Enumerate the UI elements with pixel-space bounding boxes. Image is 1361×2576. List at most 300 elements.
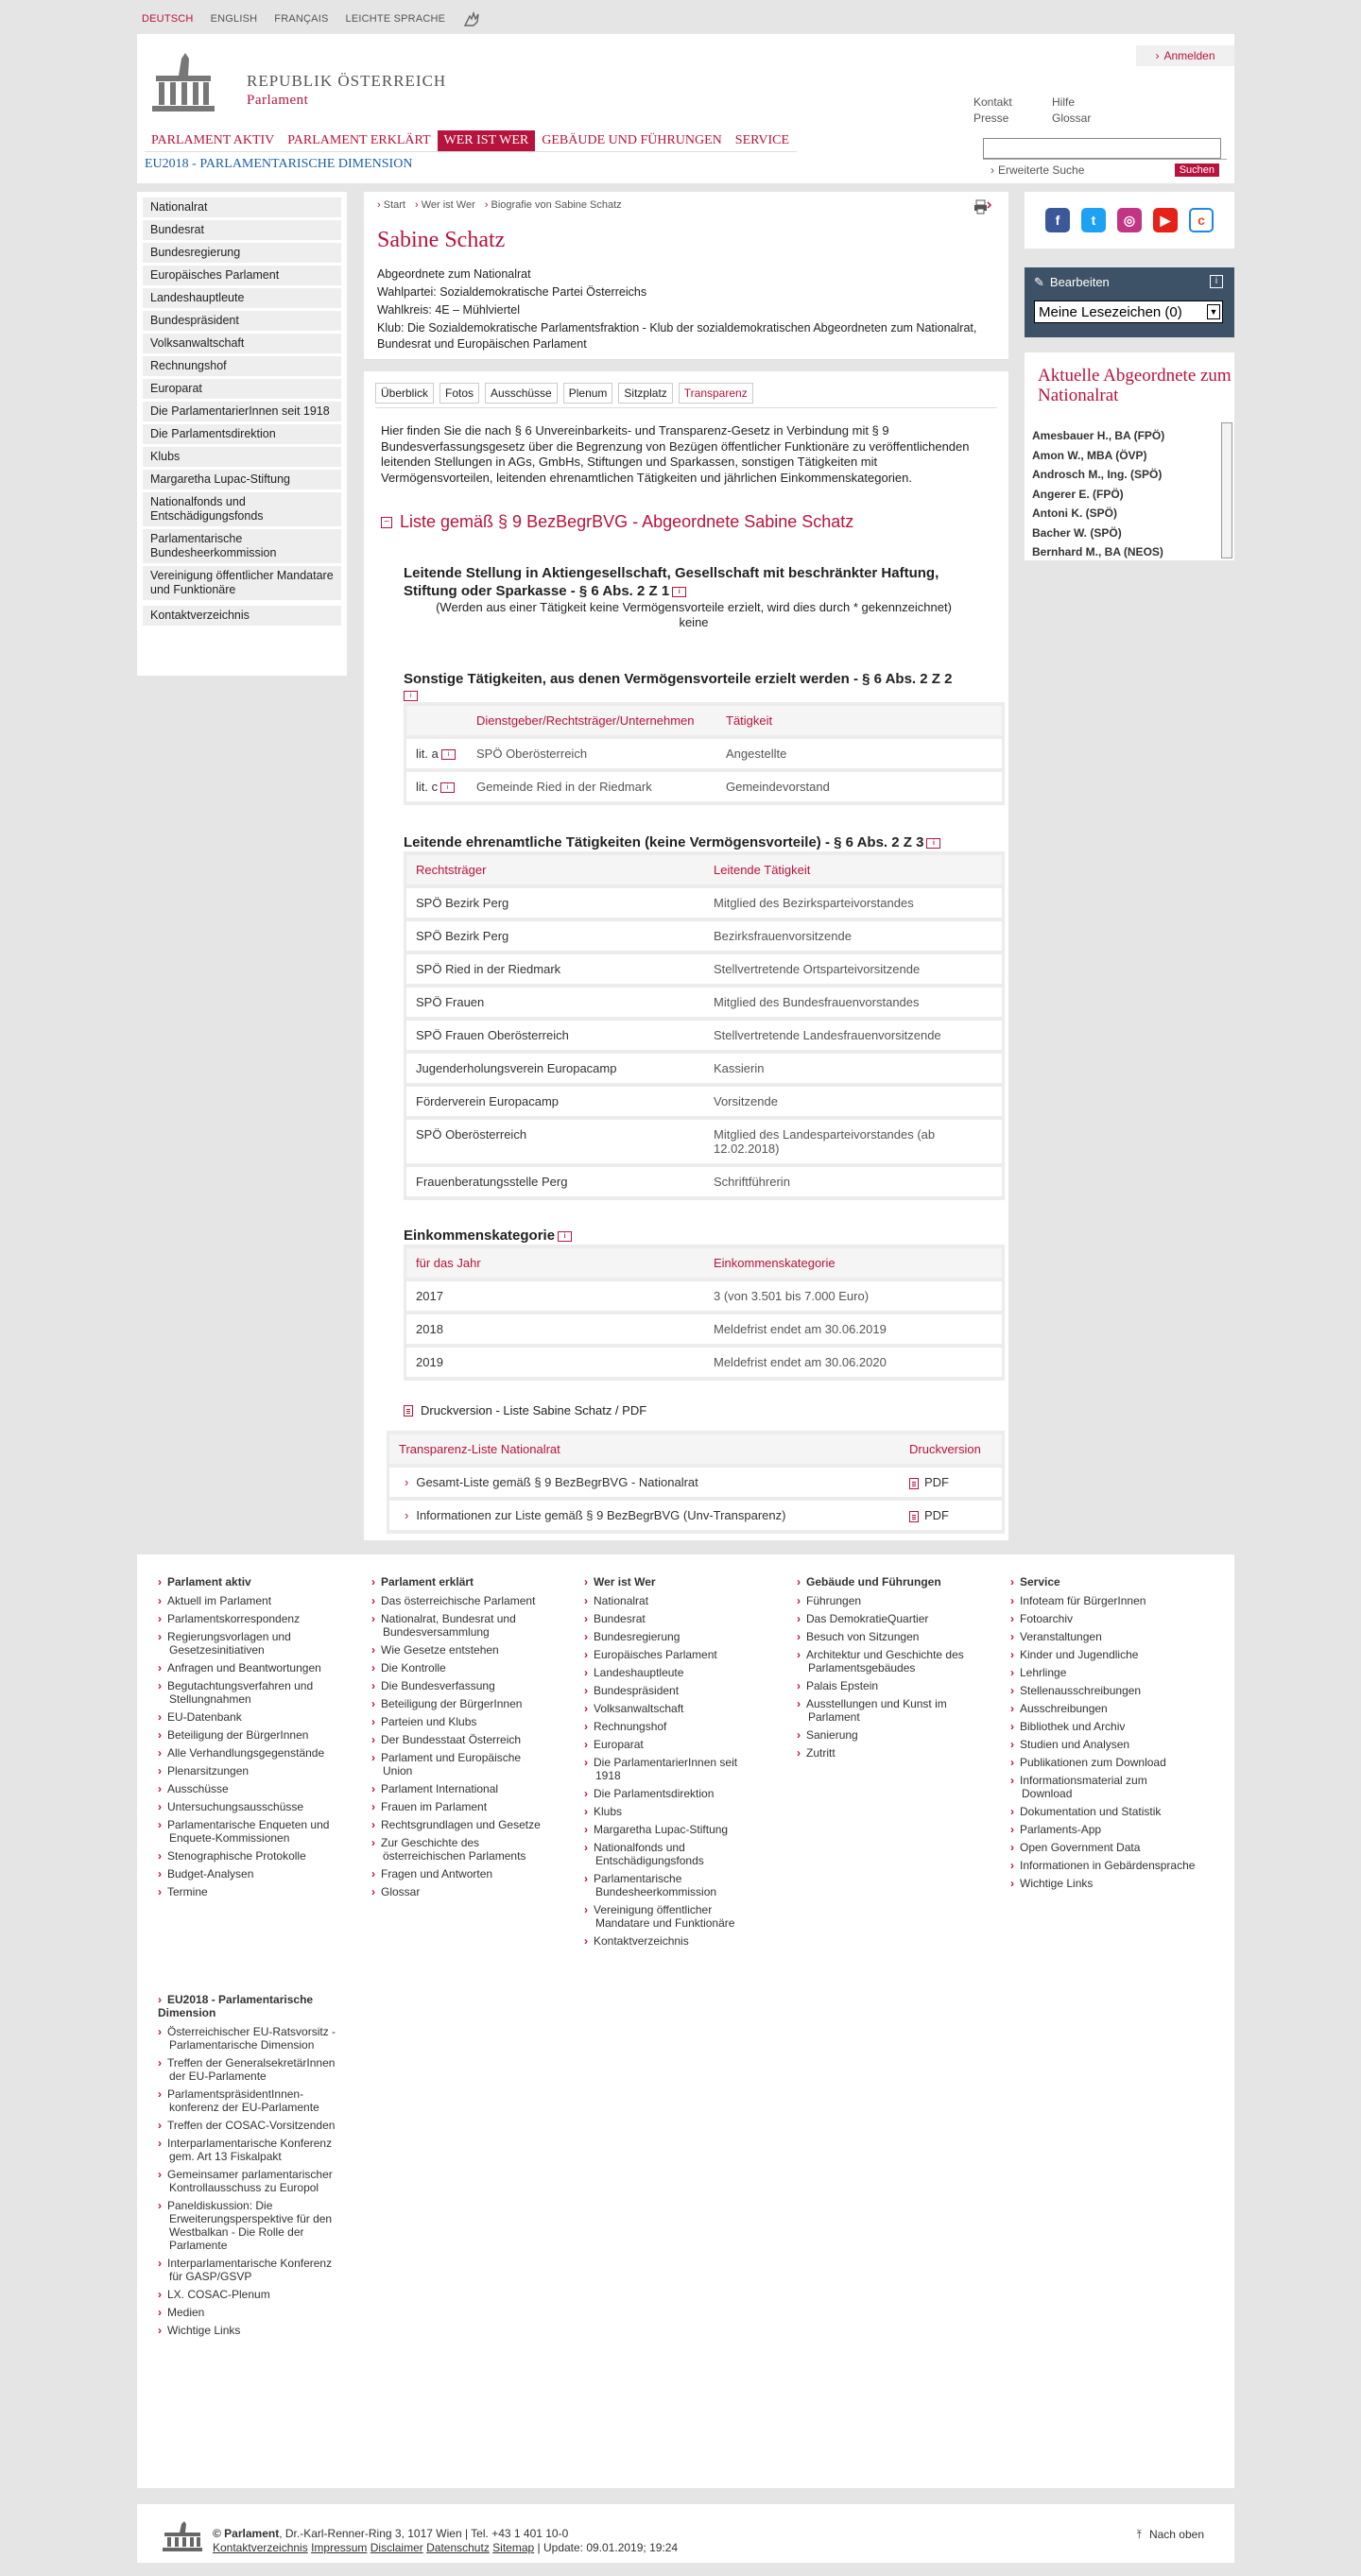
back-to-top-label: Nach oben: [1148, 2528, 1204, 2541]
leftnav-item[interactable]: Nationalrat: [143, 197, 341, 217]
chevron-icon: ›: [405, 1475, 409, 1489]
s1-note: (Werden aus einer Tätigkeit keine Vermögensvorteile erzielt, wird dies durch * gekennzeichnet): [436, 600, 952, 614]
leftnav-item[interactable]: Volksanwaltschaft: [143, 334, 341, 353]
chevron-icon: ›: [405, 1508, 409, 1522]
footer-link[interactable]: › Das DemokratieQuartier: [797, 1612, 976, 1625]
table-row: [406, 1281, 1002, 1311]
footer-link[interactable]: › Bundesregierung: [584, 1630, 764, 1643]
footer-link[interactable]: › Die ParlamentarierInnen seit 1918: [584, 1756, 764, 1782]
sitemap-link[interactable]: Sitemap: [492, 2541, 535, 2554]
org-name: © Parlament: [213, 2527, 280, 2540]
section-title: Liste gemäß § 9 BezBegrBVG - Abgeordnete Sabine Schatz: [400, 512, 854, 531]
footer-link[interactable]: › Landeshauptleute: [584, 1666, 764, 1679]
table-header-cell: Transparenz-Liste Nationalrat: [389, 1434, 900, 1464]
table-cell: Mitglied des Bezirksparteivorstandes: [704, 888, 1002, 918]
right-column: [1025, 192, 1234, 560]
list-item[interactable]: Amon W., MBA (ÖVP): [1032, 448, 1147, 462]
pdf-link[interactable]: PDF: [924, 1475, 949, 1489]
footer-link[interactable]: › Wichtige Links: [158, 2324, 337, 2337]
footer-col-wer-ist-wer: [584, 1575, 764, 1952]
footer-link[interactable]: › Fragen und Antworten: [371, 1867, 551, 1880]
footer-link[interactable]: › Bundesrat: [584, 1612, 764, 1625]
current-members-panel: [1025, 352, 1234, 560]
list-item[interactable]: Bernhard M., BA (NEOS): [1032, 545, 1163, 558]
list-item[interactable]: Angerer E. (FPÖ): [1032, 487, 1124, 501]
address: , Dr.-Karl-Renner-Ring 3, 1017 Wien | Tel. +43 1 401 10-0: [279, 2527, 569, 2540]
table-cell: Mitglied des Landesparteivorstandes (ab 12.02.2018): [704, 1120, 1002, 1163]
datenschutz-link[interactable]: Datenschutz: [426, 2541, 490, 2554]
footer-link[interactable]: › Treffen der GeneralsekretärInnen der EU-Parlamente: [158, 2056, 337, 2083]
hilfe-link[interactable]: Hilfe: [1052, 95, 1076, 109]
sign-language-icon[interactable]: [462, 10, 483, 27]
table-row: [406, 954, 1002, 984]
lang-francais[interactable]: FRANÇAIS: [274, 13, 329, 25]
presse-link[interactable]: Presse: [973, 112, 1009, 125]
impressum-link[interactable]: Impressum: [311, 2541, 368, 2554]
bottom-bar: [137, 2504, 1234, 2563]
leftnav-item[interactable]: Landeshauptleute: [143, 288, 341, 308]
footer-link[interactable]: › Stenographische Protokolle: [158, 1849, 347, 1863]
footer-col-title[interactable]: › Parlament erklärt: [371, 1575, 551, 1589]
update-date: | Update: 09.01.2019; 19:24: [534, 2541, 679, 2554]
table-header-cell: Rechtsträger: [406, 855, 704, 884]
table-cell: Schriftführerin: [704, 1167, 1002, 1196]
info-icon[interactable]: i: [441, 749, 456, 760]
s4-table: [404, 1245, 1005, 1381]
logo-line1: REPUBLIK ÖSTERREICH: [247, 72, 447, 90]
leftnav-item[interactable]: Bundesregierung: [143, 243, 341, 263]
table-header: [389, 1434, 1002, 1464]
main-content: [364, 192, 1008, 1522]
footer-link[interactable]: › Dokumentation und Statistik: [1010, 1805, 1199, 1818]
footer-col-title[interactable]: › EU2018 - Parlamentarische Dimension: [158, 1993, 337, 2019]
chevron-icon: ›: [991, 163, 994, 177]
list-item[interactable]: Androsch M., Ing. (SPÖ): [1032, 468, 1163, 481]
footer-link[interactable]: › Parlaments-App: [1010, 1823, 1199, 1836]
tab-fotos[interactable]: Fotos: [439, 383, 479, 404]
table-cell[interactable]: [900, 1501, 1002, 1530]
footer-link[interactable]: › Frauen im Parlament: [371, 1800, 551, 1813]
table-cell: [406, 739, 467, 768]
footer-link[interactable]: › Alle Verhandlungsgegenstände: [158, 1746, 347, 1760]
person-role: Abgeordnete zum Nationalrat: [377, 267, 531, 281]
table-cell: [406, 772, 467, 801]
table-cell: SPÖ Frauen Oberösterreich: [406, 1021, 704, 1050]
bookmarks-value: Meine Lesezeichen (0): [1039, 304, 1182, 320]
table-cell: Gemeindevorstand: [716, 772, 1002, 801]
login-label: Anmelden: [1163, 49, 1215, 62]
info-icon[interactable]: i: [558, 1231, 572, 1242]
footer-link[interactable]: › Europäisches Parlament: [584, 1648, 764, 1661]
footer-link[interactable]: › Nationalrat, Bundesrat und Bundesversammlung: [371, 1612, 551, 1639]
table-cell: Jugenderholungsverein Europacamp: [406, 1054, 704, 1083]
info-icon-row: [404, 688, 997, 702]
table-cell: SPÖ Oberösterreich: [467, 739, 716, 768]
table-header-cell: für das Jahr: [406, 1248, 704, 1278]
table-cell: 2018: [406, 1314, 704, 1344]
footer-link[interactable]: › Kontaktverzeichnis: [584, 1934, 764, 1948]
tab-sitzplatz[interactable]: Sitzplatz: [618, 383, 672, 404]
footer-link[interactable]: › Open Government Data: [1010, 1841, 1199, 1854]
search-input[interactable]: [983, 138, 1221, 159]
footer-link[interactable]: › Medien: [158, 2306, 337, 2319]
footer-link[interactable]: › Bundespräsident: [584, 1684, 764, 1697]
bookmarks-select[interactable]: [1034, 301, 1223, 323]
search-button[interactable]: Suchen: [1175, 163, 1219, 177]
lang-deutsch[interactable]: DEUTSCH: [142, 13, 194, 25]
table-cell: Stellvertretende Ortsparteivorsitzende: [704, 954, 1002, 984]
footer-link[interactable]: › Bibliothek und Archiv: [1010, 1720, 1199, 1733]
footer-link[interactable]: › Beteiligung der BürgerInnen: [371, 1697, 551, 1710]
leftnav-item[interactable]: Bundesrat: [143, 220, 341, 240]
footer-link[interactable]: › Parlamentarische Enqueten und Enquete-Kommissionen: [158, 1818, 347, 1845]
table-row: [389, 1468, 1002, 1497]
site-footer: [137, 1554, 1234, 2488]
footer-link[interactable]: › Veranstaltungen: [1010, 1630, 1199, 1643]
footer-link[interactable]: › Das österreichische Parlament: [371, 1594, 551, 1607]
edit-icon: ✎: [1034, 275, 1044, 289]
footer-link[interactable]: › Interparlamentarische Konferenz für GASP/GSVP: [158, 2257, 337, 2283]
s2-heading: [404, 670, 984, 688]
leftnav-item[interactable]: Bundespräsident: [143, 311, 341, 331]
transparency-panel: [364, 371, 1008, 1540]
table-cell: Meldefrist endet am 30.06.2019: [704, 1314, 1002, 1344]
nav-parlament-aktiv[interactable]: PARLAMENT AKTIV: [151, 133, 275, 147]
table-row: [406, 772, 1002, 801]
footer-col-parlament-aktiv: [158, 1575, 347, 1903]
transparency-list-table: [387, 1431, 1005, 1534]
edit-label[interactable]: Bearbeiten: [1049, 275, 1110, 289]
intro-text: Hier finden Sie die nach § 6 Unvereinbarkeits- und Transparenz-Gesetz in Verbindung mit § 9 Bundesverfassungsgesetz über die Begrenzung von Bezügen öffentlicher Funktionäre zu veröffentlichenden leitenden Stellungen in AGs, GmbHs, Stiftungen und Sparkassen, sonstigen Tätigkeiten mit Vermögensvorteilen, leitenden ehrenamtlichen Tätigkeiten und jährlichen Einkommenskategorien.: [381, 423, 970, 485]
table-cell: Gemeinde Ried in der Riedmark: [467, 772, 716, 801]
back-to-top[interactable]: [1137, 2528, 1204, 2542]
s3-title: Leitende ehrenamtliche Tätigkeiten (keine Vermögensvorteile) - § 6 Abs. 2 Z 3: [404, 834, 924, 850]
bookmarks-panel: [1025, 267, 1234, 337]
leftnav-item[interactable]: Parlamentarische Bundesheerkommission: [143, 529, 341, 563]
twitter-icon[interactable]: t: [1081, 208, 1106, 232]
s1-heading: [404, 564, 984, 600]
footer-link[interactable]: › Klubs: [584, 1805, 764, 1818]
footer-link[interactable]: › Informationen in Gebärdensprache: [1010, 1859, 1199, 1872]
table-cell: Stellvertretende Landesfrauenvorsitzende: [704, 1021, 1002, 1050]
logo-line2: Parlament: [247, 93, 309, 108]
table-cell: SPÖ Ried in der Riedmark: [406, 954, 704, 984]
nav-wer-ist-wer[interactable]: WER IST WER: [438, 130, 536, 151]
footer-link[interactable]: › Wichtige Links: [1010, 1877, 1199, 1890]
list-item[interactable]: Bacher W. (SPÖ): [1032, 525, 1122, 540]
leftnav-item[interactable]: Kontaktverzeichnis: [143, 606, 341, 626]
leftnav-item[interactable]: Vereinigung öffentlicher Mandatare und Funktionäre: [143, 566, 341, 600]
nav-parlament-erklaert[interactable]: PARLAMENT ERKLÄRT: [287, 133, 431, 147]
footer-link[interactable]: › Begutachtungsverfahren und Stellungnahmen: [158, 1679, 347, 1706]
info-icon[interactable]: i: [404, 691, 418, 701]
footer-link[interactable]: › Österreichischer EU-Ratsvorsitz - Parlamentarische Dimension: [158, 2025, 337, 2052]
footer-link[interactable]: › Paneldiskussion: Die Erweiterungsperspektive für den Westbalkan - Die Rolle der Parlamente: [158, 2199, 337, 2252]
footer-link[interactable]: › Anfragen und Beantwortungen: [158, 1661, 347, 1674]
members-list: [1032, 426, 1217, 560]
kontaktverzeichnis-link[interactable]: Kontaktverzeichnis: [213, 2541, 308, 2554]
footer-link[interactable]: › Parlamentskorrespondenz: [158, 1612, 347, 1625]
footer-link[interactable]: › LX. COSAC-Plenum: [158, 2288, 337, 2301]
table-cell[interactable]: [389, 1501, 900, 1530]
footer-link[interactable]: › Stellenausschreibungen: [1010, 1684, 1199, 1697]
footer-col-gebaeude: [797, 1575, 976, 1764]
language-bar: [142, 11, 483, 26]
table-header-cell: Dienstgeber/Rechtsträger/Unternehmen: [467, 706, 716, 735]
chevron-icon: ›: [1155, 49, 1160, 62]
table-cell: Meldefrist endet am 30.06.2020: [704, 1348, 1002, 1377]
imprint-links: [213, 2541, 678, 2555]
instagram-icon[interactable]: ◎: [1117, 208, 1142, 232]
person-district: Wahlkreis: 4E – Mühlviertel: [377, 303, 520, 317]
breadcrumb: [377, 199, 995, 211]
tab-ausschuesse[interactable]: Ausschüsse: [485, 383, 558, 404]
imprint: [213, 2527, 678, 2555]
footer-link[interactable]: › Parlament International: [371, 1782, 551, 1795]
footer-link[interactable]: › Zutritt: [797, 1746, 976, 1760]
glossar-link[interactable]: Glossar: [1052, 112, 1092, 125]
footer-link[interactable]: › Plenarsitzungen: [158, 1764, 347, 1777]
person-party: Wahlpartei: Sozialdemokratische Partei Österreichs: [377, 285, 647, 299]
footer-link[interactable]: › Wie Gesetze entstehen: [371, 1643, 551, 1657]
address-line: [213, 2527, 678, 2541]
leftnav-item[interactable]: Die Parlamentsdirektion: [143, 424, 341, 444]
table-row: [389, 1501, 1002, 1530]
footer-link[interactable]: › Ausschreibungen: [1010, 1702, 1199, 1715]
table-row: [406, 1021, 1002, 1050]
table-cell: Angestellte: [716, 739, 1002, 768]
advanced-search-link[interactable]: Erweiterte Suche: [998, 163, 1085, 177]
youtube-icon[interactable]: ▶: [1153, 208, 1178, 232]
table-header-cell: Leitende Tätigkeit: [704, 855, 1002, 884]
nav-eu2018[interactable]: EU2018 - PARLAMENTARISCHE DIMENSION: [145, 157, 413, 171]
table-row: [406, 987, 1002, 1017]
table-cell: Mitglied des Bundesfrauenvorstandes: [704, 987, 1002, 1017]
footer-link[interactable]: › Besuch von Sitzungen: [797, 1630, 976, 1643]
arrow-up-icon: ⤒: [1136, 2528, 1142, 2541]
footer-link[interactable]: › Volksanwaltschaft: [584, 1702, 764, 1715]
table-cell: Förderverein Europacamp: [406, 1087, 704, 1116]
table-cell: Frauenberatungsstelle Perg: [406, 1167, 704, 1196]
footer-link[interactable]: › Sanierung: [797, 1728, 976, 1742]
table-row: [406, 1348, 1002, 1377]
footer-link[interactable]: › Vereinigung öffentlicher Mandatare und Funktionäre: [584, 1903, 764, 1930]
list-item[interactable]: Amesbauer H., BA (FPÖ): [1032, 429, 1165, 442]
profile-tabs: [375, 383, 997, 408]
tab-transparenz[interactable]: Transparenz: [679, 383, 753, 404]
members-title: Aktuelle Abgeordnete zum Nationalrat: [1038, 366, 1232, 405]
list-link[interactable]: Gesamt-Liste gemäß § 9 BezBegrBVG - Nationalrat: [416, 1475, 698, 1489]
s4-heading: [404, 1227, 984, 1245]
table-row: [406, 1167, 1002, 1196]
nav-service[interactable]: SERVICE: [734, 133, 790, 147]
footer-link[interactable]: › Der Bundesstaat Österreich: [371, 1733, 551, 1746]
leftnav-item[interactable]: Margaretha Lupac-Stiftung: [143, 470, 341, 489]
footer-link[interactable]: › Ausstellungen und Kunst im Parlament: [797, 1697, 976, 1724]
footer-link[interactable]: › Zur Geschichte des österreichischen Parlaments: [371, 1836, 551, 1863]
footer-link[interactable]: › Studien und Analysen: [1010, 1738, 1199, 1751]
lang-leichte-sprache[interactable]: LEICHTE SPRACHE: [345, 13, 446, 25]
print-version-link[interactable]: [404, 1403, 997, 1417]
info-icon[interactable]: i: [1210, 275, 1223, 288]
info-icon[interactable]: i: [672, 587, 686, 597]
footer-link[interactable]: › Lehrlinge: [1010, 1666, 1199, 1679]
page-title: Sabine Schatz: [377, 228, 506, 252]
footer-link[interactable]: › Parlament und Europäische Union: [371, 1751, 551, 1777]
table-header: [406, 855, 1002, 884]
footer-col-title[interactable]: › Gebäude und Führungen: [797, 1575, 976, 1589]
s3-table: [404, 851, 1005, 1200]
table-header-cell: Tätigkeit: [716, 706, 1002, 735]
disclaimer-link[interactable]: Disclaimer: [370, 2541, 423, 2554]
flickr-icon[interactable]: c: [1189, 208, 1214, 232]
person-club: Klub: Die Sozialdemokratische Parlamentsfraktion - Klub der sozialdemokratischen Abgeordneten zum Nationalrat, Bundesrat und Europäischen Parlament: [377, 321, 977, 351]
pdf-icon: [909, 1511, 919, 1522]
leftnav-item[interactable]: Europarat: [143, 379, 341, 399]
list-item[interactable]: Antoni K. (SPÖ): [1032, 507, 1117, 520]
footer-link[interactable]: › Untersuchungsausschüsse: [158, 1800, 347, 1813]
table-row: [406, 1314, 1002, 1344]
footer-link[interactable]: › Margaretha Lupac-Stiftung: [584, 1823, 764, 1836]
footer-link[interactable]: › Architektur und Geschichte des Parlamentsgebäudes: [797, 1648, 976, 1674]
person-meta: [377, 266, 995, 352]
footer-link[interactable]: › Nationalfonds und Entschädigungsfonds: [584, 1841, 764, 1867]
section-heading[interactable]: [381, 512, 991, 532]
footer-col-title[interactable]: › Wer ist Wer: [584, 1575, 764, 1589]
table-row: [406, 1087, 1002, 1116]
table-header-cell: Druckversion: [900, 1434, 1002, 1464]
footer-col-title[interactable]: › Parlament aktiv: [158, 1575, 347, 1589]
table-cell: 2017: [406, 1281, 704, 1311]
leftnav-item[interactable]: Nationalfonds und Entschädigungsfonds: [143, 492, 341, 526]
table-cell[interactable]: [389, 1468, 900, 1497]
footer-link[interactable]: › Publikationen zum Download: [1010, 1756, 1199, 1769]
footer-link[interactable]: › Die Kontrolle: [371, 1661, 551, 1674]
kontakt-link[interactable]: Kontakt: [973, 95, 1012, 109]
footer-link[interactable]: › Termine: [158, 1885, 347, 1898]
footer-link[interactable]: › Die Bundesverfassung: [371, 1679, 551, 1692]
scrollbar[interactable]: [1221, 422, 1232, 558]
table-header-cell: Einkommenskategorie: [704, 1248, 1002, 1278]
social-links: [1025, 192, 1234, 249]
nav-gebaeude[interactable]: GEBÄUDE UND FÜHRUNGEN: [542, 133, 722, 147]
parliament-logo[interactable]: [150, 51, 216, 113]
print-icon[interactable]: [973, 199, 991, 215]
footer-link[interactable]: › Glossar: [371, 1885, 551, 1898]
print-version-label: Druckversion - Liste Sabine Schatz / PDF: [421, 1403, 647, 1417]
footer-link[interactable]: › Rechtsgrundlagen und Gesetze: [371, 1818, 551, 1831]
collapse-icon[interactable]: −: [381, 517, 392, 528]
lit-label: lit. c: [416, 780, 439, 794]
footer-link[interactable]: › Die Parlamentsdirektion: [584, 1787, 764, 1800]
footer-link[interactable]: › Führungen: [797, 1594, 976, 1607]
table-cell: Bezirksfrauenvorsitzende: [704, 921, 1002, 951]
info-icon[interactable]: i: [926, 838, 940, 849]
tab-ueberblick[interactable]: Überblick: [375, 383, 434, 404]
footer-link[interactable]: › Informationsmaterial zum Download: [1010, 1774, 1199, 1800]
chevron-down-icon: ▼: [1207, 304, 1220, 319]
footer-link[interactable]: › Gemeinsamer parlamentarischer Kontrollausschuss zu Europol: [158, 2168, 337, 2194]
footer-link[interactable]: › Infoteam für BürgerInnen: [1010, 1594, 1199, 1607]
s2-title: Sonstige Tätigkeiten, aus denen Vermögensvorteile erzielt werden - § 6 Abs. 2 Z 2: [404, 671, 953, 687]
s1-value: keine: [679, 615, 709, 629]
leftnav-item[interactable]: Rechnungshof: [143, 356, 341, 376]
table-row: [406, 888, 1002, 918]
footer-link[interactable]: › Parteien und Klubs: [371, 1715, 551, 1728]
table-cell: 3 (von 3.501 bis 7.000 Euro): [704, 1281, 1002, 1311]
leftnav-item[interactable]: Die ParlamentarierInnen seit 1918: [143, 402, 341, 421]
table-cell[interactable]: [900, 1468, 1002, 1497]
footer-link[interactable]: › Interparlamentarische Konferenz gem. Art 13 Fiskalpakt: [158, 2137, 337, 2163]
footer-col-title[interactable]: › Service: [1010, 1575, 1199, 1589]
lit-label: lit. a: [416, 747, 439, 761]
pdf-icon: [404, 1405, 413, 1417]
footer-col-eu2018: [158, 1993, 337, 2342]
table-row: [406, 921, 1002, 951]
footer-link[interactable]: › Budget-Analysen: [158, 1867, 347, 1880]
pdf-icon: [909, 1478, 919, 1489]
s2-table: [404, 702, 1005, 805]
table-header-cell: [406, 706, 467, 735]
search-options: [983, 159, 1227, 180]
table-cell: SPÖ Frauen: [406, 987, 704, 1017]
lang-english[interactable]: ENGLISH: [210, 13, 258, 25]
footer-link[interactable]: › Regierungsvorlagen und Gesetzesinitiativen: [158, 1630, 347, 1657]
footer-col-service: [1010, 1575, 1199, 1895]
footer-link[interactable]: › Rechnungshof: [584, 1720, 764, 1733]
breadcrumb-item[interactable]: › Start: [377, 199, 405, 211]
footer-link[interactable]: › Aktuell im Parlament: [158, 1594, 347, 1607]
main-navigation: [145, 130, 797, 152]
person-header: [364, 192, 1008, 360]
footer-link[interactable]: › ParlamentspräsidentInnen-konferenz der EU-Parlamente: [158, 2087, 337, 2114]
footer-link[interactable]: › Fotoarchiv: [1010, 1612, 1199, 1625]
footer-link[interactable]: › Parlamentarische Bundesheerkommission: [584, 1872, 764, 1898]
left-navigation: [137, 192, 347, 676]
leftnav-item[interactable]: Europäisches Parlament: [143, 266, 341, 285]
site-header: [137, 34, 1234, 183]
parliament-small-logo: [162, 2521, 203, 2554]
footer-link[interactable]: › Palais Epstein: [797, 1679, 976, 1692]
footer-link[interactable]: › Europarat: [584, 1738, 764, 1751]
table-row: [406, 1120, 1002, 1163]
list-link[interactable]: Informationen zur Liste gemäß § 9 BezBegrBVG (Unv-Transparenz): [416, 1508, 786, 1522]
footer-link[interactable]: › EU-Datenbank: [158, 1710, 347, 1724]
table-row: [406, 1054, 1002, 1083]
s1-title: Leitende Stellung in Aktiengesellschaft, Gesellschaft mit beschränkter Haftung, Stiftung oder Sparkasse - § 6 Abs. 2 Z 1: [404, 565, 939, 599]
table-cell: SPÖ Oberösterreich: [406, 1120, 704, 1163]
login-button[interactable]: [1136, 45, 1234, 66]
pdf-link[interactable]: PDF: [924, 1508, 949, 1522]
footer-link[interactable]: › Kinder und Jugendliche: [1010, 1648, 1199, 1661]
breadcrumb-item[interactable]: › Wer ist Wer: [415, 199, 475, 211]
tab-plenum[interactable]: Plenum: [563, 383, 613, 404]
table-cell: SPÖ Bezirk Perg: [406, 888, 704, 918]
footer-link[interactable]: › Ausschüsse: [158, 1782, 347, 1795]
s3-heading: [404, 833, 984, 851]
facebook-icon[interactable]: f: [1045, 208, 1070, 232]
table-header: [406, 1248, 1002, 1278]
footer-link[interactable]: › Beteiligung der BürgerInnen: [158, 1728, 347, 1742]
s4-title: Einkommenskategorie: [404, 1228, 556, 1244]
footer-link[interactable]: › Nationalrat: [584, 1594, 764, 1607]
info-icon[interactable]: i: [440, 782, 455, 793]
table-cell: Kassierin: [704, 1054, 1002, 1083]
breadcrumb-item: › Biografie von Sabine Schatz: [485, 199, 622, 211]
leftnav-item[interactable]: Klubs: [143, 447, 341, 467]
table-header: [406, 706, 1002, 735]
footer-link[interactable]: › Treffen der COSAC-Vorsitzenden: [158, 2119, 337, 2132]
